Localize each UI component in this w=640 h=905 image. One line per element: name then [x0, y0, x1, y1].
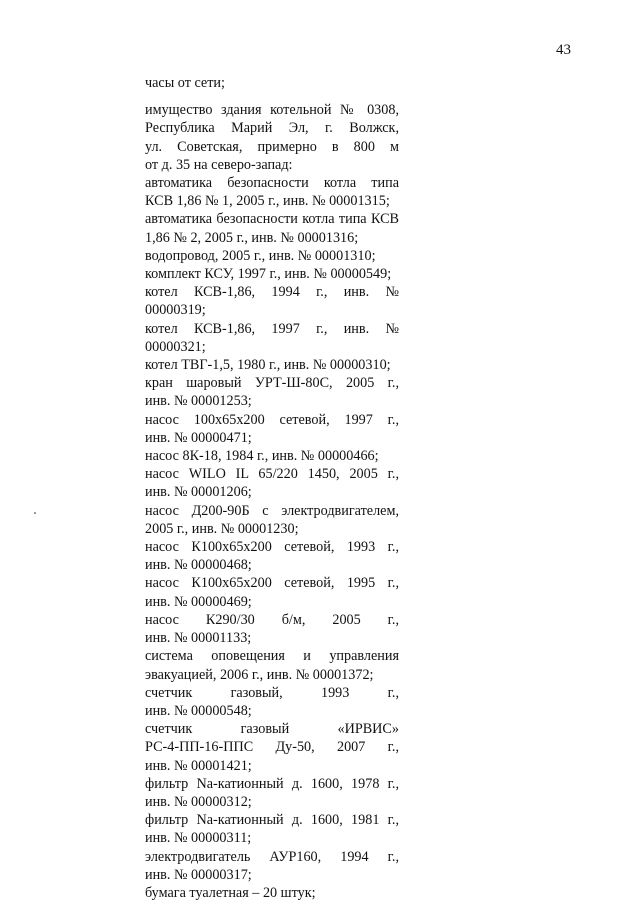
page-number: 43 — [556, 42, 571, 58]
inventory-entry — [145, 374, 399, 410]
entry-line: счетчик газовый, 1993 г., — [145, 684, 399, 701]
entry-line: часы от сети; — [145, 75, 225, 91]
inventory-entry — [145, 447, 399, 465]
entry-line: КСВ 1,86 № 1, 2005 г., инв. № 00001315; — [145, 193, 390, 210]
entry-line: инв. № 00000469; — [145, 593, 252, 610]
entry-line: насос К100х65х200 сетевой, 1993 г., — [145, 539, 399, 556]
entry-line: кран шаровый УРТ-Ш-80С, 2005 г., — [145, 375, 399, 392]
entry-line: 2005 г., инв. № 00001230; — [145, 520, 299, 537]
inventory-entry — [145, 684, 399, 720]
inventory-entry — [145, 174, 399, 210]
entry-line: насос WILO IL 65/220 1450, 2005 г., — [145, 466, 399, 483]
entry-line: насос 100х65х200 сетевой, 1997 г., — [145, 411, 399, 428]
inventory-entry — [145, 647, 399, 683]
entry-line: котел КСВ-1,86, 1997 г., инв. № 00000321; — [145, 320, 399, 355]
entry-line: водопровод, 2005 г., инв. № 00001310; — [145, 247, 376, 264]
inventory-entry — [145, 210, 399, 246]
entry-line: инв. № 00001421; — [145, 757, 252, 774]
entry-line: фильтр Na-катионный д. 1600, 1981 г., — [145, 812, 399, 829]
entry-line: инв. № 00000471; — [145, 429, 252, 446]
entry-line: бумага туалетная – 20 штук; — [145, 884, 316, 901]
inventory-entry — [145, 611, 399, 647]
inventory-entry — [145, 320, 399, 356]
entry-line: инв. № 00000468; — [145, 557, 252, 574]
inventory-entry — [145, 720, 399, 775]
inventory-entry — [145, 74, 399, 92]
entry-line: электродвигатель АУР160, 1994 г., — [145, 848, 399, 865]
entry-line: от д. 35 на северо-запад: — [145, 156, 293, 173]
entry-line: инв. № 00000311; — [145, 830, 252, 847]
entry-line: насос Д200-90Б с электродвигателем, — [145, 502, 399, 519]
entry-line: счетчик газовый «ИРВИС» — [145, 721, 399, 738]
inventory-entry — [145, 283, 399, 319]
entry-line: инв. № 00000317; — [145, 866, 252, 883]
inventory-entry — [145, 356, 399, 374]
entry-line: комплект КСУ, 1997 г., инв. № 00000549; — [145, 266, 392, 283]
entry-line: 1,86 № 2, 2005 г., инв. № 00001316; — [145, 229, 359, 246]
inventory-entry — [145, 884, 399, 902]
inventory-entry — [145, 465, 399, 501]
entry-line: имущество здания котельной № 0308, — [145, 102, 399, 119]
inventory-list — [145, 74, 399, 902]
entry-line: котел ТВГ-1,5, 1980 г., инв. № 00000310; — [145, 357, 391, 374]
entry-line: ул. Советская, примерно в 800 м — [145, 138, 399, 155]
entry-line: автоматика безопасности котла типа КСВ — [145, 211, 399, 228]
inventory-entry — [145, 811, 399, 847]
entry-line: инв. № 00000312; — [145, 793, 252, 810]
inventory-entry — [145, 502, 399, 538]
inventory-entry — [145, 538, 399, 574]
entry-line: фильтр Na-катионный д. 1600, 1978 г., — [145, 775, 399, 792]
inventory-entry — [145, 265, 399, 283]
entry-line: насос К290/30 б/м, 2005 г., — [145, 611, 399, 628]
inventory-entry — [145, 848, 399, 884]
entry-line: Республика Марий Эл, г. Волжск, — [145, 120, 399, 137]
entry-line: эвакуацией, 2006 г., инв. № 00001372; — [145, 666, 374, 683]
inventory-entry — [145, 411, 399, 447]
entry-line: насос 8К-18, 1984 г., инв. № 00000466; — [145, 448, 379, 465]
entry-spacer — [145, 92, 399, 101]
entry-line: РС-4-ПП-16-ППС Ду-50, 2007 г., — [145, 739, 399, 756]
entry-line: котел КСВ-1,86, 1994 г., инв. № 00000319; — [145, 284, 399, 319]
scan-speck — [34, 512, 36, 514]
entry-line: насос К100х65х200 сетевой, 1995 г., — [145, 575, 399, 592]
entry-line: инв. № 00001133; — [145, 630, 252, 647]
inventory-entry — [145, 247, 399, 265]
entry-line: инв. № 00001206; — [145, 484, 252, 501]
entry-line: инв. № 00001253; — [145, 393, 252, 410]
entry-line: автоматика безопасности котла типа — [145, 175, 399, 192]
inventory-entry — [145, 775, 399, 811]
inventory-entry — [145, 101, 399, 174]
inventory-entry — [145, 574, 399, 610]
entry-line: система оповещения и управления — [145, 648, 399, 665]
entry-line: инв. № 00000548; — [145, 702, 252, 719]
